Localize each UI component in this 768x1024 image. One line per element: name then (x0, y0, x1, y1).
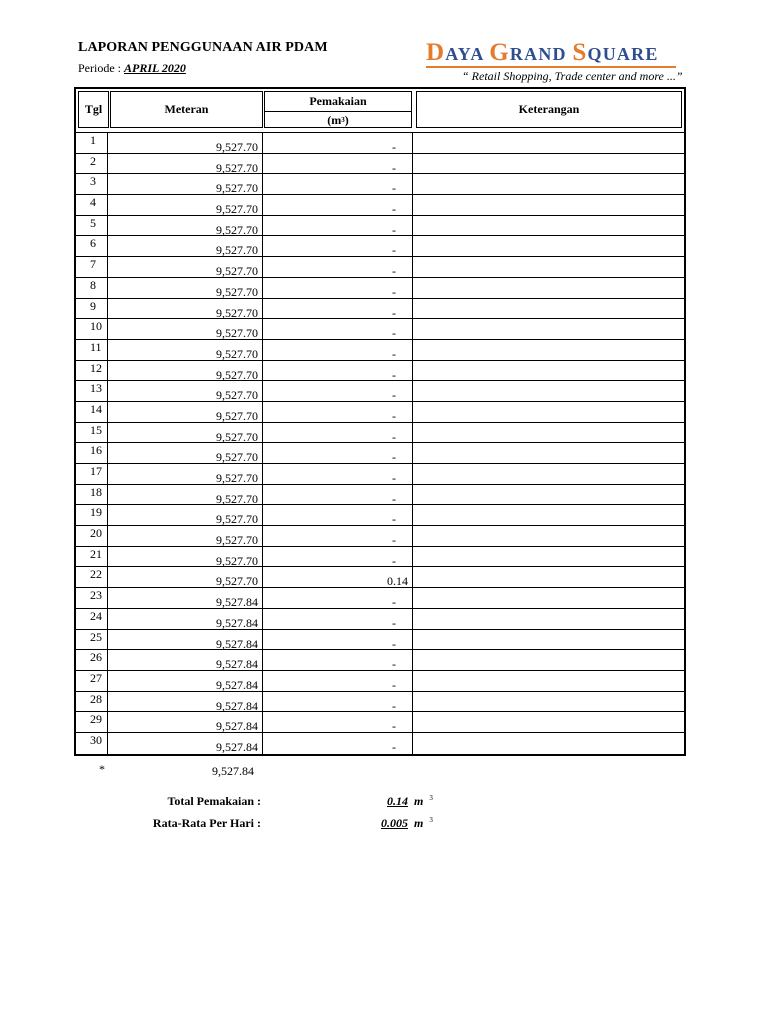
table-row (76, 505, 684, 526)
cell-pemakaian: - (263, 195, 413, 215)
cell-tgl: 19 (76, 505, 108, 525)
cell-pemakaian: - (263, 299, 413, 319)
cell-tgl: 12 (76, 361, 108, 381)
cell-tgl: 13 (76, 381, 108, 401)
cell-tgl: 10 (76, 319, 108, 339)
period-label: Periode : (78, 61, 124, 75)
cell-meteran: 9,527.70 (108, 236, 263, 256)
cell-keterangan (413, 195, 684, 215)
cell-pemakaian: - (263, 133, 413, 153)
cell-keterangan (413, 402, 684, 422)
cell-keterangan (413, 299, 684, 319)
table-row (76, 547, 684, 568)
cell-keterangan (413, 733, 684, 754)
cell-keterangan (413, 257, 684, 277)
cell-tgl: 26 (76, 650, 108, 670)
cell-pemakaian: 0.14 (263, 567, 413, 587)
cell-pemakaian: - (263, 547, 413, 567)
usage-table (74, 87, 686, 756)
cell-pemakaian: - (263, 236, 413, 256)
cell-meteran: 9,527.70 (108, 278, 263, 298)
table-row (76, 464, 684, 485)
cell-meteran: 9,527.70 (108, 423, 263, 443)
cell-keterangan (413, 650, 684, 670)
average-usage-value: 0.005 (381, 816, 408, 830)
cell-pemakaian: - (263, 712, 413, 732)
cell-keterangan (413, 671, 684, 691)
final-meter-reading: 9,527.84 (212, 764, 254, 778)
cell-keterangan (413, 133, 684, 153)
cell-pemakaian: - (263, 650, 413, 670)
cell-keterangan (413, 154, 684, 174)
cell-tgl: 11 (76, 340, 108, 360)
cell-pemakaian: - (263, 464, 413, 484)
cell-tgl: 2 (76, 154, 108, 174)
table-header (76, 89, 684, 133)
total-usage-label: Total Pemakaian : (167, 794, 261, 808)
cell-meteran: 9,527.70 (108, 299, 263, 319)
cell-keterangan (413, 547, 684, 567)
cell-tgl: 17 (76, 464, 108, 484)
cell-meteran: 9,527.70 (108, 567, 263, 587)
cell-tgl: 3 (76, 174, 108, 194)
cell-pemakaian: - (263, 216, 413, 236)
cell-keterangan (413, 361, 684, 381)
cell-meteran: 9,527.70 (108, 505, 263, 525)
header-pemakaian-unit: (m 3 ) (327, 112, 349, 127)
cell-meteran: 9,527.70 (108, 174, 263, 194)
cell-meteran: 9,527.70 (108, 319, 263, 339)
cell-meteran: 9,527.70 (108, 340, 263, 360)
cell-tgl: 4 (76, 195, 108, 215)
table-row (76, 195, 684, 216)
table-row (76, 402, 684, 423)
cell-meteran: 9,527.70 (108, 526, 263, 546)
cell-tgl: 27 (76, 671, 108, 691)
cell-keterangan (413, 216, 684, 236)
table-row (76, 216, 684, 237)
cell-tgl: 8 (76, 278, 108, 298)
table-row (76, 154, 684, 175)
cell-pemakaian: - (263, 381, 413, 401)
table-row (76, 278, 684, 299)
cell-tgl: 5 (76, 216, 108, 236)
cell-keterangan (413, 712, 684, 732)
cell-pemakaian: - (263, 257, 413, 277)
cell-meteran: 9,527.70 (108, 257, 263, 277)
cell-keterangan (413, 505, 684, 525)
cell-pemakaian: - (263, 671, 413, 691)
table-row (76, 588, 684, 609)
cell-keterangan (413, 464, 684, 484)
cell-tgl: 28 (76, 692, 108, 712)
cell-meteran: 9,527.84 (108, 630, 263, 650)
table-row (76, 381, 684, 402)
cell-tgl: 22 (76, 567, 108, 587)
cell-meteran: 9,527.84 (108, 588, 263, 608)
cell-keterangan (413, 278, 684, 298)
cell-tgl: 29 (76, 712, 108, 732)
cell-tgl: 18 (76, 485, 108, 505)
cell-pemakaian: - (263, 692, 413, 712)
cell-keterangan (413, 692, 684, 712)
cell-pemakaian: - (263, 319, 413, 339)
cell-keterangan (413, 443, 684, 463)
cell-tgl: 24 (76, 609, 108, 629)
cell-pemakaian: - (263, 443, 413, 463)
total-usage-value: 0.14 (387, 794, 408, 808)
cell-tgl: 1 (76, 133, 108, 153)
table-row (76, 236, 684, 257)
cell-keterangan (413, 609, 684, 629)
table-row (76, 174, 684, 195)
report-period (78, 61, 186, 76)
cell-keterangan (413, 588, 684, 608)
cell-tgl: 21 (76, 547, 108, 567)
header-meteran: Meteran (110, 91, 263, 128)
cell-meteran: 9,527.70 (108, 381, 263, 401)
cell-tgl: 7 (76, 257, 108, 277)
header-keterangan: Keterangan (416, 91, 682, 128)
cell-tgl: 20 (76, 526, 108, 546)
cell-meteran: 9,527.70 (108, 464, 263, 484)
cell-keterangan (413, 630, 684, 650)
cell-tgl: 25 (76, 630, 108, 650)
logo-tagline: “ Retail Shopping, Trade center and more ...” (462, 69, 683, 83)
table-row (76, 361, 684, 382)
cell-keterangan (413, 526, 684, 546)
table-row (76, 692, 684, 713)
cell-tgl: 14 (76, 402, 108, 422)
header-tgl: Tgl (78, 91, 109, 128)
cell-pemakaian: - (263, 526, 413, 546)
header-pemakaian-label: Pemakaian (265, 92, 411, 112)
cell-keterangan (413, 485, 684, 505)
cell-meteran: 9,527.84 (108, 712, 263, 732)
cell-meteran: 9,527.70 (108, 133, 263, 153)
cell-meteran: 9,527.84 (108, 692, 263, 712)
cell-pemakaian: - (263, 485, 413, 505)
table-row (76, 526, 684, 547)
table-row (76, 630, 684, 651)
cell-pemakaian: - (263, 340, 413, 360)
header-pemakaian (264, 91, 412, 128)
cell-pemakaian: - (263, 174, 413, 194)
table-row (76, 567, 684, 588)
cell-meteran: 9,527.70 (108, 361, 263, 381)
cell-keterangan (413, 340, 684, 360)
period-value: APRIL 2020 (124, 61, 186, 75)
cell-tgl: 23 (76, 588, 108, 608)
table-row (76, 650, 684, 671)
average-usage-unit: m $^3$ (414, 816, 433, 830)
table-row (76, 443, 684, 464)
cell-pemakaian: - (263, 505, 413, 525)
cell-pemakaian: - (263, 423, 413, 443)
table-row (76, 133, 684, 154)
cell-keterangan (413, 236, 684, 256)
cell-tgl: 30 (76, 733, 108, 754)
cell-pemakaian: - (263, 402, 413, 422)
cell-meteran: 9,527.84 (108, 733, 263, 754)
table-row (76, 340, 684, 361)
cell-pemakaian: - (263, 733, 413, 754)
cell-keterangan (413, 567, 684, 587)
cell-meteran: 9,527.70 (108, 443, 263, 463)
company-logo (426, 40, 682, 84)
table-row (76, 423, 684, 444)
table-row (76, 319, 684, 340)
cell-pemakaian: - (263, 609, 413, 629)
final-reading-marker: * (99, 762, 105, 776)
cell-keterangan (413, 423, 684, 443)
cell-meteran: 9,527.70 (108, 195, 263, 215)
cell-meteran: 9,527.70 (108, 216, 263, 236)
table-body (76, 133, 684, 754)
table-row (76, 671, 684, 692)
cell-meteran: 9,527.84 (108, 671, 263, 691)
logo-wordmark: DAYA GRAND SQUARE (426, 39, 659, 66)
cell-tgl: 9 (76, 299, 108, 319)
cell-tgl: 16 (76, 443, 108, 463)
cell-tgl: 6 (76, 236, 108, 256)
cell-keterangan (413, 381, 684, 401)
cell-pemakaian: - (263, 630, 413, 650)
cell-pemakaian: - (263, 361, 413, 381)
total-usage-unit: m $^3$ (414, 794, 433, 808)
cell-meteran: 9,527.84 (108, 609, 263, 629)
cell-pemakaian: - (263, 588, 413, 608)
table-row (76, 712, 684, 733)
cell-keterangan (413, 174, 684, 194)
cell-pemakaian: - (263, 278, 413, 298)
cell-meteran: 9,527.70 (108, 485, 263, 505)
table-row (76, 733, 684, 754)
cell-keterangan (413, 319, 684, 339)
cell-meteran: 9,527.84 (108, 650, 263, 670)
cell-tgl: 15 (76, 423, 108, 443)
table-row (76, 485, 684, 506)
report-title: LAPORAN PENGGUNAAN AIR PDAM (78, 40, 328, 55)
table-row (76, 299, 684, 320)
cell-pemakaian: - (263, 154, 413, 174)
table-row (76, 257, 684, 278)
cell-meteran: 9,527.70 (108, 402, 263, 422)
table-row (76, 609, 684, 630)
cell-meteran: 9,527.70 (108, 154, 263, 174)
cell-meteran: 9,527.70 (108, 547, 263, 567)
average-usage-label: Rata-Rata Per Hari : (152, 816, 261, 830)
